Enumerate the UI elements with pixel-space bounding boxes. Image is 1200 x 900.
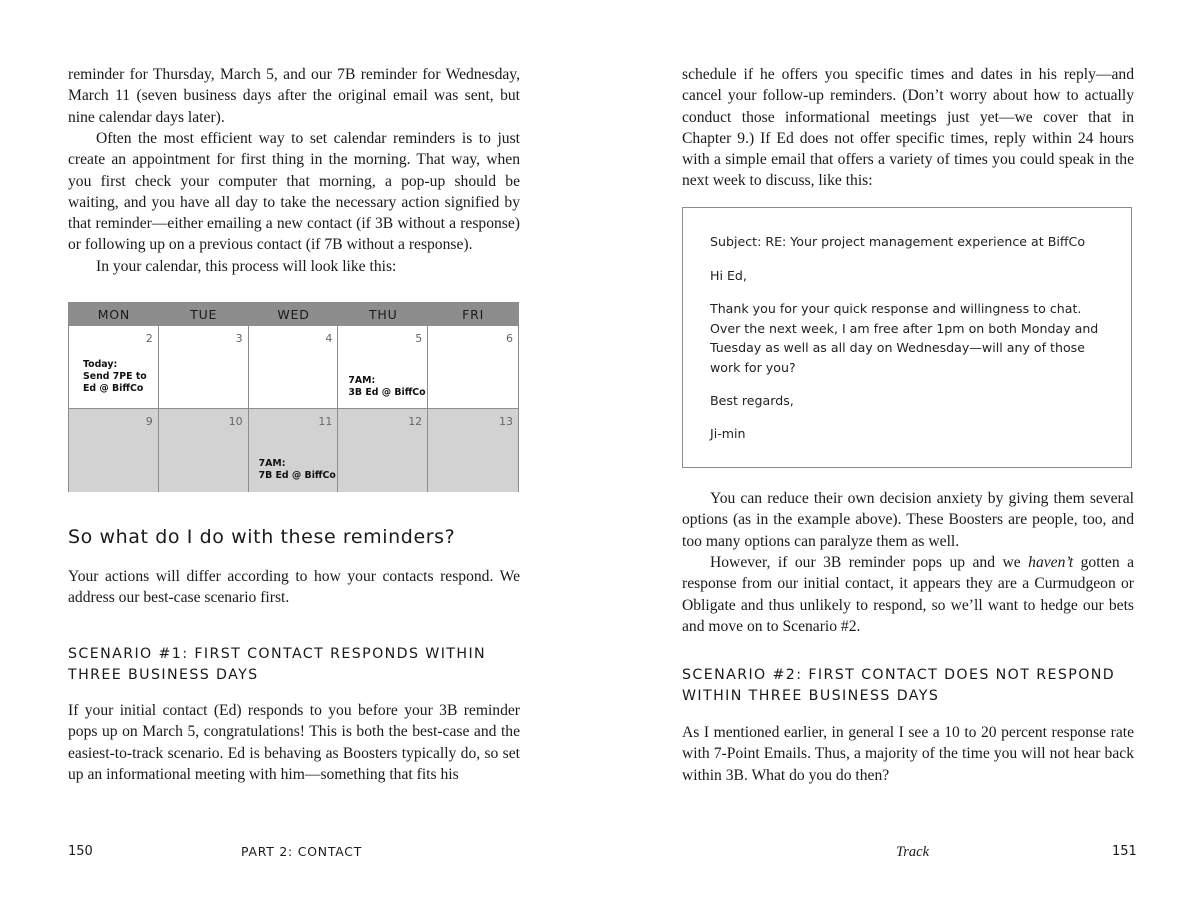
calendar-date: 11 [318,415,333,428]
paragraph-3-emphasis: haven’t [1028,554,1074,571]
running-head-right: Track [896,844,930,860]
calendar-cell [428,326,518,409]
calendar-date: 4 [325,332,333,345]
page-number-left: 150 [68,844,93,859]
calendar-cell [338,326,428,409]
right-intro-paragraph: schedule if he offers you specific times and dates in his reply—and cancel your follow-up reminders. (Don’t worry about how to actually conduct those informational meetings just yet—we cover that in Chapter 9.) If Ed does not offer specific times, reply within 24 hours with a simple email that offers a variety of times you could speak in the next week to discuss, like this: [682,66,1134,190]
calendar-day-wed: WED [277,307,310,322]
calendar-cell [249,326,339,409]
right-page [682,0,1137,900]
email-closing: Best regards, [710,392,794,408]
calendar-date: 6 [506,332,513,345]
calendar-date: 5 [415,332,423,345]
calendar-reminder-note: 7AM: 7B Ed @ BiffCo [258,458,336,481]
left-paragraph-2: Often the most efficient way to set calendar reminders is to just create an appointment for first thing in the morning. That way, when you first check your computer that morning, a pop-up should be waiting, and you have all day to take the necessary action signified by that reminder—either emailing a new contact (if 3B without a response) or following up on a previous contact (if 7B without a response). [68,130,520,254]
left-page [68,0,520,900]
calendar-day-thu: THU [368,307,398,322]
email-subject: Subject: RE: Your project management experience at BiffCo [710,234,1086,249]
calendar-week-1 [69,326,518,409]
calendar-week-2 [69,409,518,492]
paragraph-3-text-start: However, if our 3B reminder pops up and we [710,554,1029,571]
calendar-date: 10 [228,415,243,428]
scenario-1-paragraph: If your initial contact (Ed) responds to you before your 3B reminder pops up on March 5, congratulations! This is both the best-case and the easiest-to-track scenario. Ed is behaving as Boosters typically do, so set up an informational meeting with him—something that fits his [68,702,520,783]
calendar-date: 2 [145,332,153,345]
calendar-date: 12 [408,415,423,428]
left-intro-paragraph: reminder for Thursday, March 5, and our 7B reminder for Wednesday, March 11 (seven business days after the original email was sent, but nine calendar days later). [68,66,520,126]
calendar-cell [69,409,159,492]
calendar-day-fri: FRI [462,307,485,322]
email-body: Thank you for your quick response and willingness to chat. Over the next week, I am free after 1pm on both Monday and Tuesday as well as all day on Wednesday—will any of those work for you? [710,301,1099,375]
page-number-right: 151 [1112,844,1137,859]
calendar-reminder-note: Today: Send 7PE to Ed @ BiffCo [83,359,147,394]
calendar-cell [249,409,339,492]
calendar-day-tue: TUE [190,307,218,322]
calendar-cell [159,409,249,492]
right-paragraph-2: You can reduce their own decision anxiety by giving them several options (as in the example above). These Boosters are people, too, and too many options can paralyze them as well. [682,490,1134,550]
scenario-2-heading: SCENARIO #2: FIRST CONTACT DOES NOT RESPOND WITHIN THREE BUSINESS DAYS [682,667,1116,704]
calendar-cell [159,326,249,409]
calendar-date: 9 [145,415,153,428]
calendar-grid [68,302,519,492]
calendar-cell [428,409,518,492]
running-head-left: PART 2: CONTACT [241,844,363,859]
calendar-reminder-note: 7AM: 3B Ed @ BiffCo [348,375,426,398]
left-paragraph-3: In your calendar, this process will look like this: [96,258,397,275]
calendar-cell [338,409,428,492]
scenario-1-heading: SCENARIO #1: FIRST CONTACT RESPONDS WITHIN THREE BUSINESS DAYS [68,646,487,683]
calendar-header [69,303,518,326]
email-greeting: Hi Ed, [710,267,747,283]
email-example-box [682,207,1132,468]
calendar-cell [69,326,159,409]
scenario-2-paragraph: As I mentioned earlier, in general I see a 10 to 20 percent response rate with 7-Point Emails. Thus, a majority of the time you will not hear back within 3B. What do you do then? [682,724,1134,784]
paragraph-3-text-end: gotten a response from our initial contact, it appears they are a Curmudgeon or Obligate and thus unlikely to respond, so we’ll want to hedge our bets and move on to Scenario #2. [682,554,1134,635]
calendar-day-mon: MON [97,307,131,322]
email-signature: Ji-min [710,426,746,442]
section-paragraph: Your actions will differ according to how your contacts respond. We address our best-case scenario first. [68,568,520,607]
section-heading: So what do I do with these reminders? [68,526,456,548]
calendar-date: 13 [499,415,513,428]
calendar-date: 3 [235,332,243,345]
right-paragraph-3 [682,552,1134,637]
